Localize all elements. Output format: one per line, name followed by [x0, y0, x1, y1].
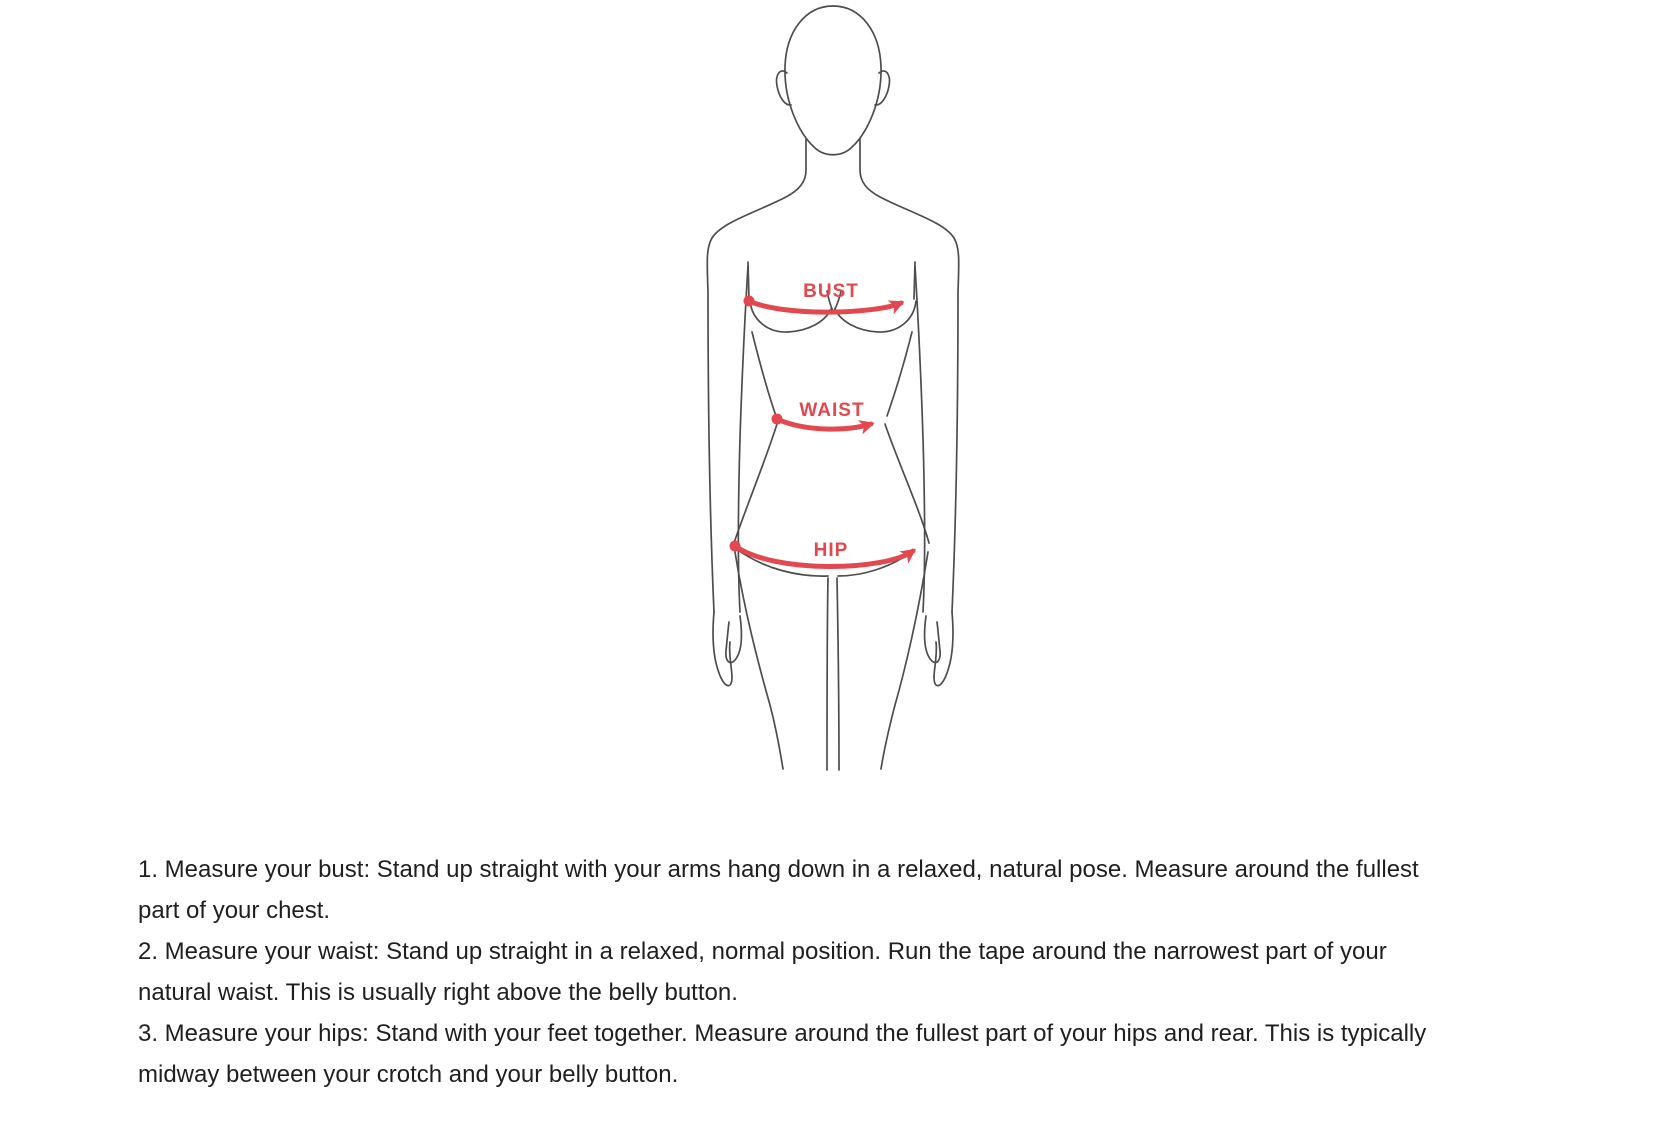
right-inner-arm-outline [915, 266, 925, 612]
right-thumb-outline [925, 616, 941, 663]
left-chest-line [748, 262, 749, 299]
right-inner-leg-line [837, 578, 839, 770]
right-shoulder-arm-outline [860, 139, 959, 612]
instruction-line-1: 1. Measure your bust: Stand up straight with your arms hang down in a relaxed, natural pose. Measure around the fullest [138, 856, 1419, 883]
bust-tape-line [749, 301, 901, 312]
body-outline [707, 6, 959, 770]
left-inner-leg-line [827, 578, 828, 770]
left-torso-line [752, 332, 776, 416]
instruction-line-3: 2. Measure your waist: Stand up straight in a relaxed, normal position. Run the tape around the narrowest part of your [138, 938, 1387, 965]
right-chest-line [914, 262, 915, 299]
right-leg-outline [881, 552, 928, 769]
head-outline [785, 6, 881, 155]
left-inner-arm-outline [738, 266, 748, 612]
hip-tape-dot [730, 541, 741, 552]
measurement-labels [799, 281, 864, 561]
left-thumb-outline [726, 616, 742, 663]
left-leg-outline [735, 552, 783, 769]
instruction-line-4: natural waist. This is usually right above the belly button. [138, 979, 738, 1006]
instruction-line-5: 3. Measure your hips: Stand with your feet together. Measure around the fullest part of your hips and rear. This is typically [138, 1020, 1427, 1047]
right-bust-cup [835, 301, 916, 332]
instruction-line-6: midway between your crotch and your belly button. [138, 1061, 679, 1088]
waist-label: WAIST [799, 400, 865, 421]
left-shoulder-arm-outline [707, 139, 806, 612]
waist-tape-dot [772, 414, 783, 425]
tape-start-dots [730, 296, 783, 552]
measurement-instructions [138, 849, 1558, 1095]
measurement-tapes [735, 301, 913, 567]
hip-label: HIP [813, 540, 849, 561]
instruction-line-2: part of your chest. [138, 897, 331, 924]
bust-tape-dot [744, 296, 755, 307]
bust-label: BUST [803, 281, 859, 302]
right-torso-line [887, 332, 912, 416]
